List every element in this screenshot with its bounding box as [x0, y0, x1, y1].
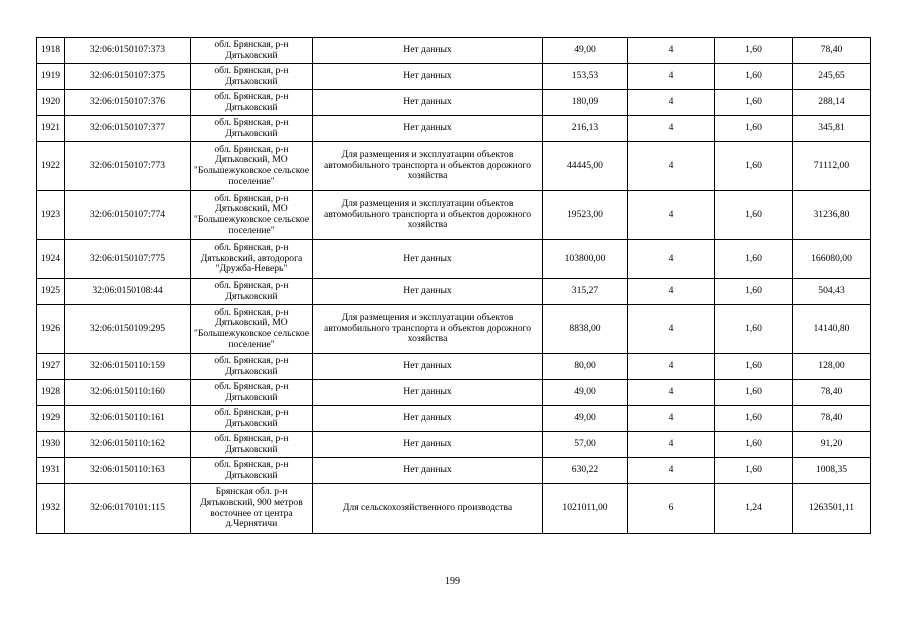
land-use-cell: Нет данных	[313, 116, 543, 142]
row-number-cell: 1929	[37, 406, 65, 432]
rate-cell: 1,60	[715, 116, 793, 142]
cadastral-number-cell: 32:06:0150107:376	[65, 90, 191, 116]
table-row	[37, 380, 871, 406]
group-cell: 4	[628, 305, 715, 354]
value-cell: 1008,35	[793, 458, 871, 484]
area-cell: 44445,00	[543, 142, 628, 191]
address-cell: обл. Брянская, р-н Дятьковский, МО "Большежуковское сельское поселение"	[191, 142, 313, 191]
address-cell: обл. Брянская, р-н Дятьковский, МО "Большежуковское сельское поселение"	[191, 305, 313, 354]
table-row	[37, 458, 871, 484]
address-cell: обл. Брянская, р-н Дятьковский	[191, 64, 313, 90]
address-cell: обл. Брянская, р-н Дятьковский	[191, 116, 313, 142]
row-number-cell: 1924	[37, 240, 65, 279]
address-cell: обл. Брянская, р-н Дятьковский	[191, 406, 313, 432]
cadastral-number-cell: 32:06:0150108:44	[65, 279, 191, 305]
row-number-cell: 1921	[37, 116, 65, 142]
land-use-cell: Для размещения и эксплуатации объектов автомобильного транспорта и объектов дорожного хозяйства	[313, 191, 543, 240]
row-number-cell: 1923	[37, 191, 65, 240]
area-cell: 57,00	[543, 432, 628, 458]
group-cell: 4	[628, 240, 715, 279]
row-number-cell: 1920	[37, 90, 65, 116]
value-cell: 128,00	[793, 354, 871, 380]
area-cell: 630,22	[543, 458, 628, 484]
row-number-cell: 1932	[37, 484, 65, 534]
table-row	[37, 279, 871, 305]
land-use-cell: Для размещения и эксплуатации объектов автомобильного транспорта и объектов дорожного хозяйства	[313, 305, 543, 354]
group-cell: 4	[628, 279, 715, 305]
cadastral-number-cell: 32:06:0150109:295	[65, 305, 191, 354]
area-cell: 103800,00	[543, 240, 628, 279]
value-cell: 245,65	[793, 64, 871, 90]
row-number-cell: 1931	[37, 458, 65, 484]
table-row	[37, 90, 871, 116]
value-cell: 78,40	[793, 380, 871, 406]
rate-cell: 1,60	[715, 240, 793, 279]
group-cell: 4	[628, 38, 715, 64]
value-cell: 78,40	[793, 406, 871, 432]
cadastral-number-cell: 32:06:0150107:773	[65, 142, 191, 191]
row-number-cell: 1927	[37, 354, 65, 380]
rate-cell: 1,60	[715, 354, 793, 380]
row-number-cell: 1922	[37, 142, 65, 191]
row-number-cell: 1925	[37, 279, 65, 305]
rate-cell: 1,60	[715, 64, 793, 90]
address-cell: обл. Брянская, р-н Дятьковский	[191, 354, 313, 380]
area-cell: 49,00	[543, 38, 628, 64]
page-number: 199	[445, 576, 460, 587]
value-cell: 14140,80	[793, 305, 871, 354]
value-cell: 166080,00	[793, 240, 871, 279]
value-cell: 78,40	[793, 38, 871, 64]
rate-cell: 1,60	[715, 380, 793, 406]
rate-cell: 1,60	[715, 191, 793, 240]
table-row	[37, 240, 871, 279]
group-cell: 4	[628, 432, 715, 458]
rate-cell: 1,60	[715, 432, 793, 458]
value-cell: 31236,80	[793, 191, 871, 240]
rate-cell: 1,60	[715, 279, 793, 305]
address-cell: обл. Брянская, р-н Дятьковский	[191, 458, 313, 484]
cadastral-number-cell: 32:06:0150110:162	[65, 432, 191, 458]
land-use-cell: Нет данных	[313, 38, 543, 64]
land-use-cell: Для сельскохозяйственного производства	[313, 484, 543, 534]
value-cell: 288,14	[793, 90, 871, 116]
rate-cell: 1,60	[715, 90, 793, 116]
rate-cell: 1,60	[715, 458, 793, 484]
area-cell: 49,00	[543, 406, 628, 432]
group-cell: 4	[628, 116, 715, 142]
land-use-cell: Нет данных	[313, 380, 543, 406]
cadastral-number-cell: 32:06:0150107:775	[65, 240, 191, 279]
address-cell: обл. Брянская, р-н Дятьковский	[191, 279, 313, 305]
value-cell: 345,81	[793, 116, 871, 142]
table-row	[37, 191, 871, 240]
land-use-cell: Для размещения и эксплуатации объектов автомобильного транспорта и объектов дорожного хозяйства	[313, 142, 543, 191]
area-cell: 180,09	[543, 90, 628, 116]
group-cell: 4	[628, 406, 715, 432]
value-cell: 504,43	[793, 279, 871, 305]
address-cell: Брянская обл. р-н Дятьковский, 900 метров восточнее от центра д.Чернятичи	[191, 484, 313, 534]
group-cell: 4	[628, 354, 715, 380]
value-cell: 71112,00	[793, 142, 871, 191]
row-number-cell: 1928	[37, 380, 65, 406]
group-cell: 4	[628, 191, 715, 240]
land-use-cell: Нет данных	[313, 458, 543, 484]
rate-cell: 1,60	[715, 142, 793, 191]
table-row	[37, 484, 871, 534]
area-cell: 216,13	[543, 116, 628, 142]
cadastral-number-cell: 32:06:0150107:377	[65, 116, 191, 142]
area-cell: 153,53	[543, 64, 628, 90]
table-row	[37, 305, 871, 354]
value-cell: 91,20	[793, 432, 871, 458]
table-row	[37, 64, 871, 90]
rate-cell: 1,60	[715, 305, 793, 354]
cadastral-number-cell: 32:06:0150107:375	[65, 64, 191, 90]
group-cell: 4	[628, 64, 715, 90]
land-use-cell: Нет данных	[313, 279, 543, 305]
land-use-cell: Нет данных	[313, 64, 543, 90]
area-cell: 19523,00	[543, 191, 628, 240]
address-cell: обл. Брянская, р-н Дятьковский, МО "Большежуковское сельское поселение"	[191, 191, 313, 240]
rate-cell: 1,60	[715, 38, 793, 64]
value-cell: 1263501,11	[793, 484, 871, 534]
table-row	[37, 116, 871, 142]
land-use-cell: Нет данных	[313, 354, 543, 380]
area-cell: 80,00	[543, 354, 628, 380]
row-number-cell: 1930	[37, 432, 65, 458]
cadastral-number-cell: 32:06:0150110:161	[65, 406, 191, 432]
address-cell: обл. Брянская, р-н Дятьковский	[191, 90, 313, 116]
group-cell: 4	[628, 90, 715, 116]
table-row	[37, 142, 871, 191]
cadastral-number-cell: 32:06:0150110:160	[65, 380, 191, 406]
group-cell: 4	[628, 142, 715, 191]
group-cell: 4	[628, 458, 715, 484]
area-cell: 1021011,00	[543, 484, 628, 534]
row-number-cell: 1918	[37, 38, 65, 64]
table-row	[37, 38, 871, 64]
group-cell: 4	[628, 380, 715, 406]
land-plots-table	[36, 37, 871, 534]
address-cell: обл. Брянская, р-н Дятьковский	[191, 38, 313, 64]
land-use-cell: Нет данных	[313, 406, 543, 432]
table-row	[37, 432, 871, 458]
land-use-cell: Нет данных	[313, 240, 543, 279]
rate-cell: 1,60	[715, 406, 793, 432]
table-row	[37, 406, 871, 432]
land-use-cell: Нет данных	[313, 90, 543, 116]
cadastral-number-cell: 32:06:0150107:373	[65, 38, 191, 64]
row-number-cell: 1926	[37, 305, 65, 354]
table-row	[37, 354, 871, 380]
row-number-cell: 1919	[37, 64, 65, 90]
group-cell: 6	[628, 484, 715, 534]
cadastral-number-cell: 32:06:0170101:115	[65, 484, 191, 534]
land-use-cell: Нет данных	[313, 432, 543, 458]
rate-cell: 1,24	[715, 484, 793, 534]
table-body	[37, 38, 871, 534]
cadastral-number-cell: 32:06:0150110:159	[65, 354, 191, 380]
area-cell: 49,00	[543, 380, 628, 406]
cadastral-number-cell: 32:06:0150110:163	[65, 458, 191, 484]
cadastral-number-cell: 32:06:0150107:774	[65, 191, 191, 240]
area-cell: 315,27	[543, 279, 628, 305]
address-cell: обл. Брянская, р-н Дятьковский, автодорога "Дружба-Неверь"	[191, 240, 313, 279]
area-cell: 8838,00	[543, 305, 628, 354]
address-cell: обл. Брянская, р-н Дятьковский	[191, 380, 313, 406]
address-cell: обл. Брянская, р-н Дятьковский	[191, 432, 313, 458]
